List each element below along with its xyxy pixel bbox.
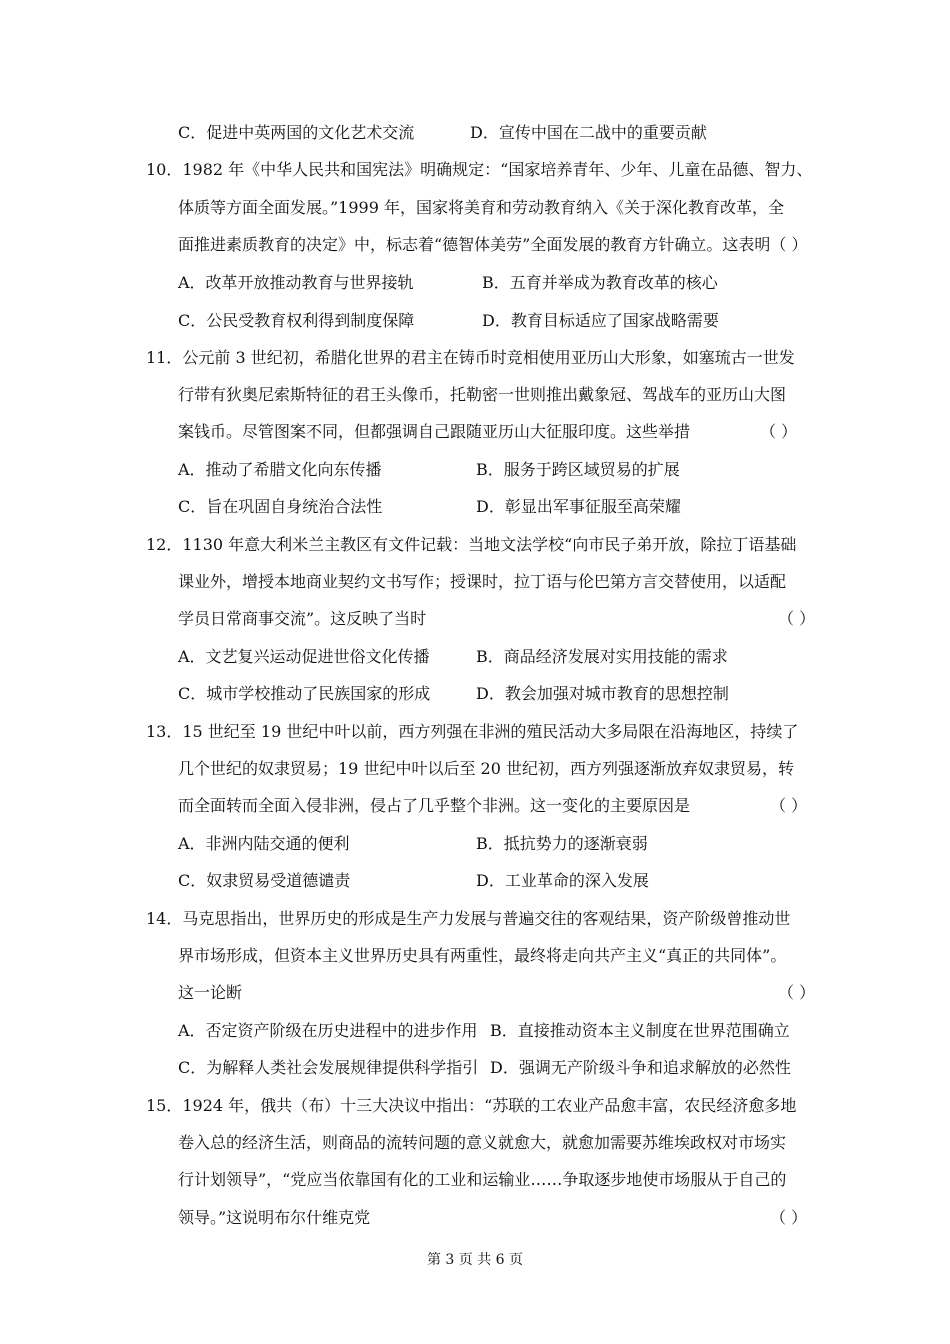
q14-answer-paren: （ ） (778, 983, 816, 1002)
q10-option-d: D．教育目标适应了国家战略需要 (482, 311, 719, 330)
q15-line-1: 15．1924 年，俄共（布）十三大决议中指出：“苏联的工农业产品愈丰富，农民经济愈多地 (146, 1096, 797, 1115)
q13-line-2: 几个世纪的奴隶贸易；19 世纪中叶以后至 20 世纪初，西方列强逐渐放弃奴隶贸易，转 (178, 759, 794, 778)
q12-option-c: C．城市学校推动了民族国家的形成 (178, 684, 431, 703)
q10-option-b: B．五育并举成为教育改革的核心 (482, 273, 718, 292)
q13-option-d: D．工业革命的深入发展 (476, 871, 649, 890)
q15-line-2: 卷入总的经济生活，则商品的流转问题的意义就愈大，就愈加需要苏维埃政权对市场实 (178, 1133, 787, 1152)
q12-option-a: A．文艺复兴运动促进世俗文化传播 (178, 647, 430, 666)
q12-option-b: B．商品经济发展对实用技能的需求 (476, 647, 728, 666)
q13-answer-paren: （ ） (770, 796, 808, 815)
q11-line-3: 案钱币。尽管图案不同，但都强调自己跟随亚历山大征服印度。这些举措 (178, 422, 691, 441)
q12-answer-paren: （ ） (778, 609, 816, 628)
q11-line-1: 11．公元前 3 世纪初，希腊化世界的君主在铸币时竞相使用亚历山大形象，如塞琉古一世发 (146, 348, 795, 367)
q11-option-d: D．彰显出军事征服至高荣耀 (476, 497, 681, 516)
page-footer: 第 3 页 共 6 页 (426, 1252, 524, 1268)
q11-option-b: B．服务于跨区域贸易的扩展 (476, 460, 680, 479)
q13-option-c: C．奴隶贸易受道德谴责 (178, 871, 351, 890)
q9-option-c: C．促进中英两国的文化艺术交流 (178, 123, 415, 142)
q14-option-a: A．否定资产阶级在历史进程中的进步作用 (178, 1021, 478, 1040)
q11-answer-paren: （ ） (760, 422, 798, 441)
q12-line-3: 学员日常商事交流”。这反映了当时 (178, 609, 427, 628)
q13-option-a: A．非洲内陆交通的便利 (178, 834, 350, 853)
q14-option-c: C．为解释人类社会发展规律提供科学指引 (178, 1058, 479, 1077)
q14-line-3: 这一论断 (178, 983, 243, 1002)
q15-answer-paren: （ ） (770, 1208, 808, 1227)
q12-line-1: 12．1130 年意大利米兰主教区有文件记载：当地文法学校“向市民子弟开放，除拉丁语基础 (146, 535, 797, 554)
q12-option-d: D．教会加强对城市教育的思想控制 (476, 684, 729, 703)
q11-line-2: 行带有狄奥尼索斯特征的君王头像币，托勒密一世则推出戴象冠、驾战车的亚历山大图 (178, 385, 787, 404)
q10-line-1: 10．1982 年《中华人民共和国宪法》明确规定：“国家培养青年、少年、儿童在品德、智力、 (146, 160, 813, 179)
q14-line-2: 界市场形成，但资本主义世界历史具有两重性，最终将走向共产主义“真正的共同体”。 (178, 946, 787, 965)
q11-option-c: C．旨在巩固自身统治合法性 (178, 497, 383, 516)
q15-line-3: 行计划领导”，“党应当依靠国有化的工业和运输业……争取逐步地使市场服从于自己的 (178, 1170, 787, 1189)
q10-line-3: 面推进素质教育的决定》中，标志着“德智体美劳”全面发展的教育方针确立。这表明（ ） (178, 235, 808, 254)
q13-line-3: 而全面转而全面入侵非洲，侵占了几乎整个非洲。这一变化的主要原因是 (178, 796, 691, 815)
q13-option-b: B．抵抗势力的逐渐衰弱 (476, 834, 648, 853)
q14-option-b: B．直接推动资本主义制度在世界范围确立 (490, 1021, 790, 1040)
q10-option-a: A．改革开放推动教育与世界接轨 (178, 273, 414, 292)
q14-option-d: D．强调无产阶级斗争和追求解放的必然性 (490, 1058, 791, 1077)
q15-line-4: 领导。”这说明布尔什维克党 (178, 1208, 371, 1227)
q13-line-1: 13．15 世纪至 19 世纪中叶以前，西方列强在非洲的殖民活动大多局限在沿海地区，持续了 (146, 722, 799, 741)
q9-option-d: D．宣传中国在二战中的重要贡献 (470, 123, 707, 142)
q12-line-2: 课业外，增授本地商业契约文书写作；授课时，拉丁语与伦巴第方言交替使用，以适配 (178, 572, 787, 591)
q10-option-c: C．公民受教育权利得到制度保障 (178, 311, 415, 330)
q14-line-1: 14．马克思指出，世界历史的形成是生产力发展与普遍交往的客观结果，资产阶级曾推动世 (146, 909, 791, 928)
q11-option-a: A．推动了希腊文化向东传播 (178, 460, 382, 479)
q10-line-2: 体质等方面全面发展。”1999 年，国家将美育和劳动教育纳入《关于深化教育改革，全 (178, 198, 784, 217)
